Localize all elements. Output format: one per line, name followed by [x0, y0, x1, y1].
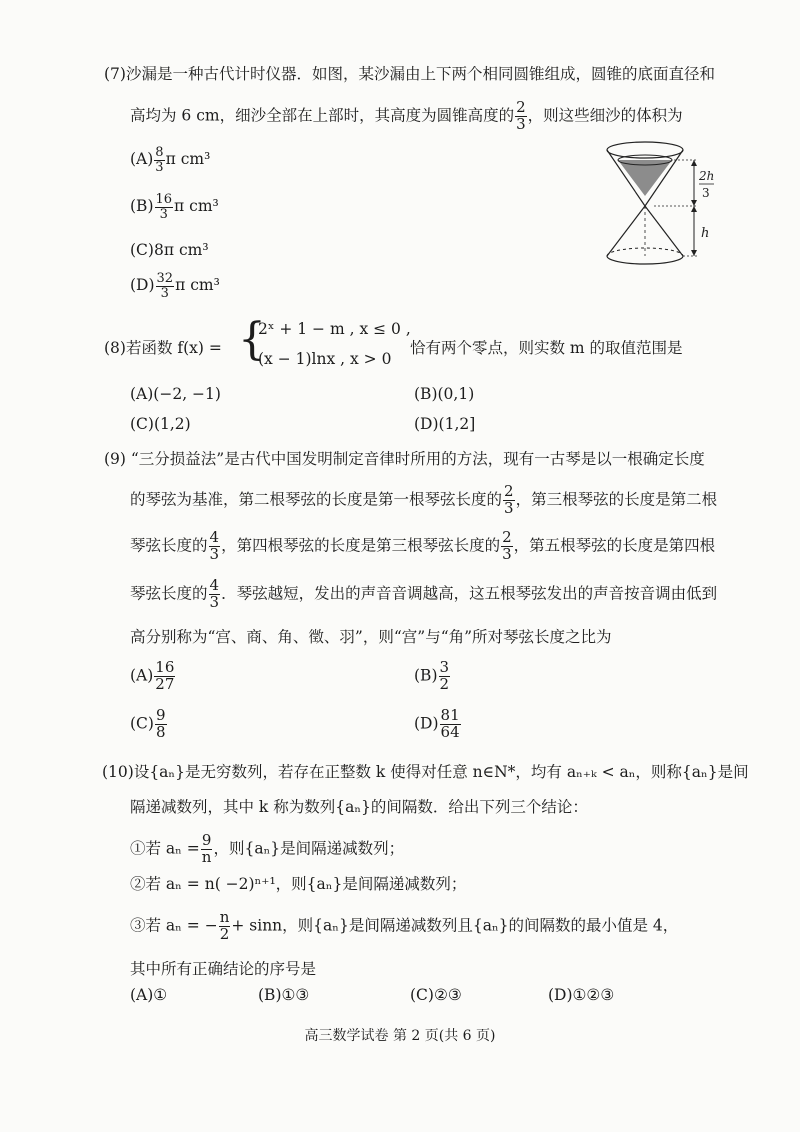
q9-line2: 的琴弦为基准，第二根琴弦的长度是第一根琴弦长度的 $\frac{2}{3}$ ，第三根琴弦的长度是第二根 — [130, 482, 718, 517]
q10-option-a[interactable]: (A)① — [130, 986, 168, 1004]
q10-conclusion-1: ①若 aₙ = $\frac{9}{n}$ ，则{aₙ}是间隔递减数列； — [130, 831, 405, 866]
label-3: 3 — [702, 186, 710, 200]
q7-line2 — [130, 100, 683, 133]
q9-line1: (9) “三分损益法”是古代中国发明制定音律时所用的方法，现有一古琴是以一根确定长度 — [104, 450, 705, 468]
q8-option-c[interactable]: (C)(1,2) — [130, 415, 191, 433]
q8-brace: { — [238, 314, 266, 365]
q10-option-c[interactable]: (C)②③ — [410, 986, 462, 1004]
q7-option-c[interactable]: (C)8π cm³ — [130, 241, 209, 259]
q7-fraction: $\frac{2}{3}$ — [516, 98, 526, 133]
page-footer: 高三数学试卷 第 2 页(共 6 页) — [304, 1028, 496, 1044]
q8-option-b[interactable]: (B)(0,1) — [414, 385, 475, 403]
q7-line2-b: ，则这些细沙的体积为 — [527, 106, 683, 125]
q7-line1: (7)沙漏是一种古代计时仪器．如图，某沙漏由上下两个相同圆锥组成，圆锥的底面直径和 — [104, 65, 715, 83]
top-base-ellipse — [607, 142, 683, 158]
q10-conclusion-2: ②若 aₙ = n( −2)ⁿ⁺¹，则{aₙ}是间隔递减数列； — [130, 875, 467, 893]
q10-option-b[interactable]: (B)①③ — [258, 986, 310, 1004]
q8-option-d[interactable]: (D)(1,2] — [414, 415, 476, 433]
q10-line2: 隔递减数列，其中 k 称为数列{aₙ}的间隔数．给出下列三个结论： — [130, 798, 588, 816]
q10-line1: (10)设{aₙ}是无穷数列，若存在正整数 k 使得对任意 n∈N*，均有 aₙ₊ₖ < aₙ，则称{aₙ}是间 — [102, 763, 749, 781]
q9-option-c[interactable]: (C) $\frac{9}{8}$ — [130, 706, 166, 741]
q8-suffix: 恰有两个零点，则实数 m 的取值范围是 — [410, 339, 683, 357]
q10-option-d[interactable]: (D)①②③ — [548, 986, 615, 1004]
q8-case2: (x − 1)lnx , x > 0 — [258, 350, 392, 368]
q9-line5: 高分别称为“宫、商、角、徵、羽”，则“宫”与“角”所对琴弦长度之比为 — [130, 628, 612, 646]
q7-line2-a: 高均为 6 cm，细沙全部在上部时，其高度为圆锥高度的 — [130, 106, 515, 125]
q8-case1: 2ˣ + 1 − m , x ≤ 0 , — [258, 320, 411, 338]
q7-option-a[interactable]: (A) $\frac{8}{3}$ π cm³ — [130, 145, 211, 175]
q9-option-b[interactable]: (B) $\frac{3}{2}$ — [414, 658, 450, 693]
q10-conclusion-3: ③若 aₙ = − $\frac{n}{2}$ + sinn，则{aₙ}是间隔递减数列且{aₙ}的间隔数的最小值是 4， — [130, 908, 679, 943]
q7-option-d[interactable]: (D) $\frac{32}{3}$ π cm³ — [130, 271, 220, 301]
q10-ask: 其中所有正确结论的序号是 — [130, 960, 317, 978]
hourglass-figure — [598, 138, 720, 272]
q9-option-a[interactable]: (A) $\frac{16}{27}$ — [130, 658, 175, 693]
q8-prefix: (8)若函数 f(x) = — [104, 339, 222, 357]
q8-option-a[interactable]: (A)(−2, −1) — [130, 385, 221, 403]
q9-option-d[interactable]: (D) $\frac{81}{64}$ — [414, 706, 460, 741]
q9-line3: 琴弦长度的 $\frac{4}{3}$ ，第四根琴弦的长度是第三根琴弦长度的 $\frac{2}{3}$ ，第五根琴弦的长度是第四根 — [130, 528, 716, 563]
label-h: h — [701, 226, 710, 241]
q9-line4: 琴弦长度的 $\frac{4}{3}$ ．琴弦越短，发出的声音音调越高，这五根琴弦发出的声音按音调由低到 — [130, 576, 718, 611]
label-2h: 2h — [699, 169, 715, 183]
q7-option-b[interactable]: (B) $\frac{16}{3}$ π cm³ — [130, 192, 219, 222]
